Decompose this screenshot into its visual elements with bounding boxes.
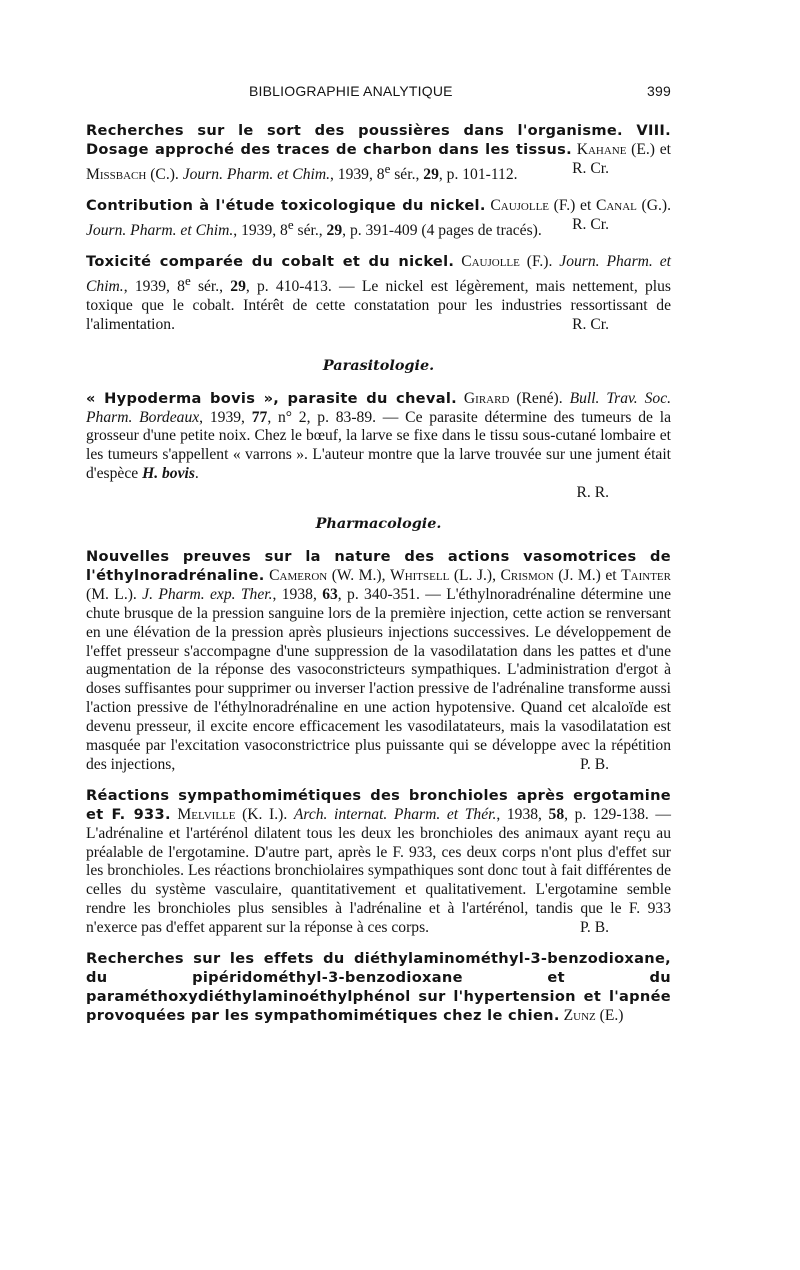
entry-title: Toxicité comparée du cobalt et du nickel.	[86, 252, 455, 270]
volume-number: 63	[322, 585, 338, 603]
author-name: Cameron	[269, 566, 328, 584]
author-initials: (K. I.).	[235, 805, 294, 823]
author-name: Zunz	[563, 1006, 596, 1024]
entry-title: Contribution à l'étude toxicologique du nickel.	[86, 196, 486, 214]
reviewer-signature: R. Cr.	[572, 159, 609, 177]
author-name: Missbach	[86, 166, 147, 183]
series-superscript: e	[384, 160, 391, 176]
bibliography-entry-bronchioles	[86, 787, 671, 938]
author-name: Whitsell	[389, 566, 450, 584]
bibliography-entry-benzodioxane	[86, 950, 671, 1026]
author-initials: (E.) et	[626, 140, 671, 158]
author-name: Caujolle	[490, 196, 550, 214]
journal-name: J. Pharm. exp. Ther.	[142, 585, 273, 603]
citation-details: sér.,	[293, 222, 327, 239]
entry-title: Nouvelles preuves sur la nature des actions vasomotrices de l'éthylnoradrénaline.	[86, 547, 671, 584]
citation-details: , 1938,	[272, 585, 323, 603]
entry-title: Recherches sur le sort des poussières dans l'organisme. VIII. Dosage approché des traces de charbon dans les tissus.	[86, 122, 671, 158]
volume-number: 77	[251, 408, 268, 426]
volume-number: 58	[548, 805, 565, 823]
author-name: Caujolle	[461, 252, 520, 270]
species-name: H. bovis	[142, 465, 195, 483]
abstract-text: , p. 340-351. — L'éthylnoradrénaline détermine une chute brusque de la pression sanguine lors de la première injection, cette action se renversant en une élévation de la pression après plusieurs injections successives. Le développement de l'effet presseur s'accompagne d'une suppression de la vasodilatation dans les pattes et d'une augmentation de la réponse des vasoconstricteurs sympathiques. L'administration d'ergot à doses suffisantes pour supprimer ou inverser l'action pressive de l'adrénaline transforme aussi l'action pressive de l'éthylnoradrénaline en une action hypotensive. Quand cet alcaloïde est devenu presseur, il excite encore efficacement les vasodilatateurs, mais la vasodilatation est masquée par l'excitation vasoconstrictrice plus puissante qui se développe avec la répétition des injections,	[86, 585, 671, 773]
author-name: Girard	[463, 389, 510, 407]
journal-name: Bull. Trav. Soc. Pharm. Bordeaux	[86, 389, 672, 426]
bibliography-entry-ethylnoradrenaline	[86, 548, 671, 775]
journal-name: Journ. Pharm. et Chim.	[86, 252, 671, 295]
series-superscript: e	[184, 272, 191, 288]
citation-details: , p. 391-409 (4 pages de tracés).	[342, 222, 542, 239]
author-initials: (L. J.),	[449, 566, 501, 584]
author-initials: (M. L.).	[86, 585, 143, 603]
series-superscript: e	[287, 216, 294, 232]
author-name: Crismon	[500, 566, 554, 584]
volume-number: 29	[326, 222, 343, 239]
reviewer-signature: R. R.	[576, 484, 609, 502]
citation-details: sér.,	[190, 278, 231, 295]
author-initials: (René).	[509, 389, 570, 407]
entry-title: « Hypoderma bovis », parasite du cheval.	[86, 389, 457, 407]
bibliography-entry-dust	[86, 122, 671, 185]
author-name: Tainter	[621, 566, 671, 584]
reviewer-signature: R. Cr.	[572, 215, 609, 233]
abstract-text: , n° 2, p. 83-89. — Ce parasite détermine des tumeurs de la grosseur d'une petite noix. Chez le bœuf, la larve se fixe dans le tissu sous-cutané lombaire et les tumeurs s'appellent « varrons ». L'auteur montre que la larve trouvée sur une jument était d'espèce	[86, 408, 671, 483]
header-title: BIBLIOGRAPHIE ANALYTIQUE	[249, 83, 453, 99]
author-initials: (F.).	[519, 252, 560, 270]
volume-number: 29	[230, 278, 246, 295]
author-initials: (J. M.) et	[553, 566, 622, 584]
page-number: 399	[647, 83, 671, 99]
bibliography-entry-nickel-toxicology	[86, 197, 671, 241]
author-initials: (G.).	[636, 196, 671, 214]
author-name: Canal	[595, 196, 637, 214]
reviewer-signature: P. B.	[579, 755, 609, 773]
section-heading-parasitologie: Parasitologie.	[322, 356, 435, 374]
author-name: Kahane	[576, 140, 627, 158]
reviewer-signature: R. Cr.	[572, 315, 609, 333]
document-page	[86, 82, 671, 1038]
bibliography-entry-hypoderma	[86, 390, 671, 503]
journal-name: Journ. Pharm. et Chim.	[86, 222, 234, 239]
citation-details: , 1939, 8	[329, 166, 385, 183]
citation-details: , p. 101-112.	[438, 166, 518, 183]
section-heading-pharmacologie: Pharmacologie.	[315, 515, 442, 533]
citation-details: , 1939, 8	[123, 278, 185, 295]
journal-name: Journ. Pharm. et Chim.	[182, 166, 330, 183]
citation-details: , 1939, 8	[233, 222, 288, 239]
citation-details: sér.,	[390, 166, 424, 183]
author-initials: (W. M.),	[327, 566, 390, 584]
author-initials: (C.).	[146, 166, 183, 183]
author-initials: (F.) et	[549, 196, 596, 214]
citation-details: , 1939,	[199, 408, 252, 426]
author-name: Melville	[177, 805, 236, 823]
journal-name: Arch. internat. Pharm. et Thér.	[293, 805, 497, 823]
bibliography-entry-cobalt-nickel	[86, 253, 671, 335]
author-initials: (E.)	[595, 1006, 624, 1024]
abstract-text: , p. 129-138. — L'adrénaline et l'artérénol dilatent tous les deux les bronchioles des animaux ayant reçu au préalable de l'ergotamine. D'autre part, après le F. 933, ces deux corps n'ont plus d'effet sur les bronchioles. Les réactions bronchiolaires sympathiques sont donc tout à fait différentes de celles du système vasculaire, quantitativement et qualitativement. L'ergotamine semble rendre les bronchioles plus sensibles à l'adrénaline et à l'artérénol, tandis que le F. 933 n'exerce pas d'effet apparent sur la réponse à ces corps.	[86, 805, 671, 937]
entry-title: Recherches sur les effets du diéthylaminométhyl-3-benzodioxane, du pipéridométhyl-3-benzodioxane et du paraméthoxydiéthylaminoéthylphénol sur l'hypertension et l'apnée provoquées par les sympathomimétiques chez le chien.	[86, 950, 671, 1024]
citation-details: , 1938,	[496, 805, 549, 823]
entry-title: Réactions sympathomimétiques des bronchioles après ergotamine et F. 933.	[86, 786, 671, 823]
volume-number: 29	[423, 166, 439, 183]
running-header	[86, 82, 671, 104]
reviewer-signature: P. B.	[579, 919, 609, 937]
citation-details: , p. 410-413. — Le nickel est légèrement, mais nettement, plus toxique que le cobalt. Intérêt de cette constatation pour les industries ressortissant de l'alimentation.	[86, 278, 671, 333]
abstract-text: .	[194, 465, 199, 483]
